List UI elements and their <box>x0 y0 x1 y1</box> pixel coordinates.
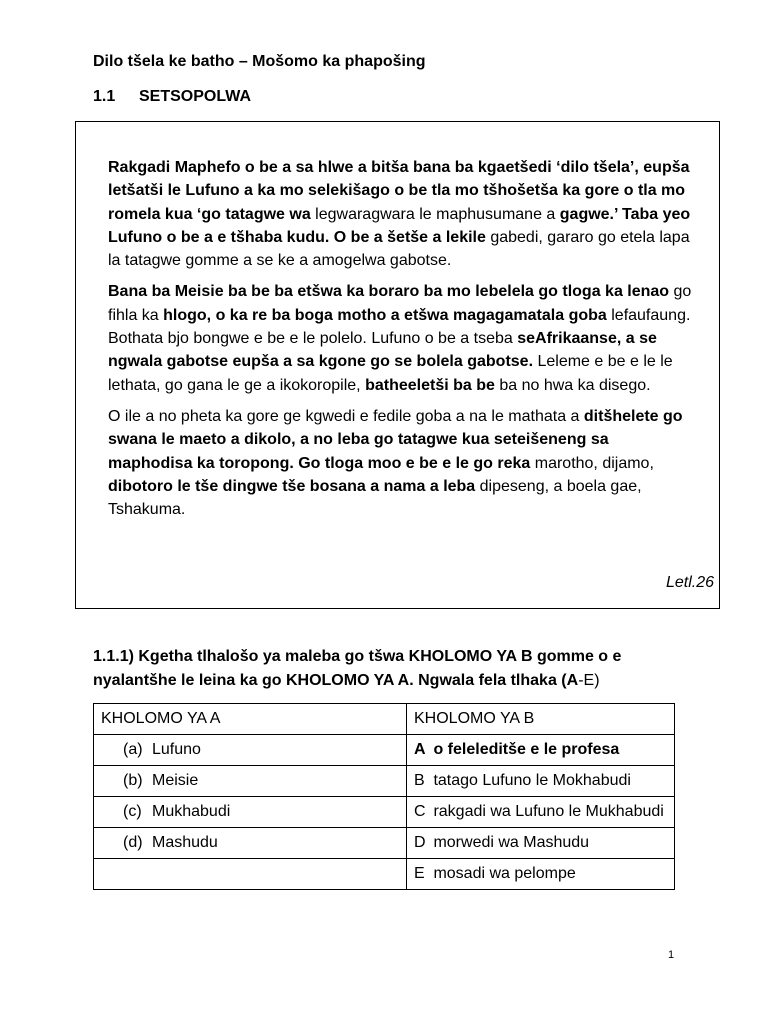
column-a-cell <box>94 735 407 766</box>
table-header-row <box>94 704 675 735</box>
section-number: 1.1 <box>93 88 116 105</box>
passage-run: gabedi, gararo go etela lapa la tatagwe gomme a se ke a amogelwa gabotse. <box>108 228 690 270</box>
passage-run: dipeseng, a boela gae, Tshakuma. <box>108 477 642 519</box>
table-row <box>94 828 675 859</box>
passage-run: go fihla ka <box>108 283 692 324</box>
column-a-cell <box>94 797 407 828</box>
question-range-end: -E) <box>578 672 600 689</box>
question-range-start: A <box>566 672 579 689</box>
column-a-cell <box>94 828 407 859</box>
passage-box <box>75 121 720 609</box>
passage-run: Bana ba Meisie ba be ba etšwa ka boraro ba mo lebelela go tloga ka lenao <box>108 283 674 301</box>
table-row <box>94 859 675 890</box>
column-a-header: KHOLOMO YA A <box>94 704 407 735</box>
question-instruction: 1.1.1) Kgetha tlhalošo ya maleba go tšwa KHOLOMO YA B gomme o e nyalantšhe le leina ka go KHOLOMO YA A. Ngwala fela tlhaka ( <box>93 648 622 689</box>
passage-paragraph-1 <box>108 156 693 272</box>
matching-table <box>93 703 675 890</box>
option-text: mosadi wa pelompe <box>433 865 576 882</box>
passage-run: dibotoro le tše dingwe tše bosana a nama a leba <box>108 477 480 495</box>
passage-run: lefaufaung. Bothata bjo bongwe e be e le polelo. Lufuno o be a tseba <box>108 306 691 348</box>
option-text: morwedi wa Mashudu <box>433 834 590 851</box>
column-b-header: KHOLOMO YA B <box>407 704 675 735</box>
option-letter: B <box>414 772 425 789</box>
option-letter: C <box>414 803 426 820</box>
option-text: o feleleditše e le profesa <box>433 741 620 758</box>
item-number: (d) <box>123 834 143 851</box>
option-letter: D <box>414 834 426 851</box>
passage-run: seAfrikaanse, a se ngwala gabotse eupša a sa kgone go se bolela gabotse. <box>108 330 657 371</box>
passage-run: batheeletši ba be <box>365 376 500 394</box>
passage-run: ditšhelete go swana le maeto a dikolo, a no leba go tatagwe kua seteišeneng sa maphodisa ka toropong. Go tloga moo e be e le go reka <box>108 407 683 472</box>
column-b-cell <box>407 797 675 828</box>
item-name: Mashudu <box>152 834 218 851</box>
passage-run: legwaragwara le maphusumane a <box>315 205 560 223</box>
item-name: Lufuno <box>152 741 201 758</box>
option-text: rakgadi wa Lufuno le Mukhabudi <box>433 803 664 820</box>
section-heading <box>93 88 251 106</box>
option-letter: A <box>414 741 426 758</box>
passage-run: Rakgadi Maphefo o be a sa hlwe a bitša bana ba kgaetšedi ‘dilo tšela’, eupša letšatši le Lufuno a ka mo selekišago o be tla mo tšhošetša ka gore o tla mo romela kua ‘go tatagwe wa <box>108 159 690 223</box>
table-row <box>94 766 675 797</box>
column-a-cell <box>94 766 407 797</box>
column-b-cell <box>407 766 675 797</box>
document-title: Dilo tšela ke batho – Mošomo ka phapošing <box>93 53 426 70</box>
column-b-cell <box>407 859 675 890</box>
section-title: SETSOPOLWA <box>139 88 252 105</box>
passage-run: gagwe.’ Taba yeo Lufuno o be a e tšhaba kudu. O be a šetše a lekile <box>108 205 691 246</box>
item-number: (a) <box>123 741 143 758</box>
item-name: Mukhabudi <box>152 803 231 820</box>
passage-source: Letl.26 <box>665 574 714 591</box>
column-a-cell <box>94 859 407 890</box>
table-row <box>94 797 675 828</box>
option-letter: E <box>414 865 425 882</box>
column-b-cell <box>407 735 675 766</box>
passage-text <box>108 156 693 529</box>
passage-run: O ile a no pheta ka gore ge kgwedi e fedile goba a na le mathata a <box>108 407 584 425</box>
item-number: (c) <box>123 803 142 820</box>
passage-run: hlogo, o ka re ba boga motho a etšwa magagamatala goba <box>163 306 612 324</box>
passage-run: ba no hwa ka disego. <box>499 376 651 394</box>
page-number: 1 <box>668 949 675 961</box>
option-text: tatago Lufuno le Mokhabudi <box>433 772 631 789</box>
question-text <box>93 645 693 693</box>
passage-paragraph-2 <box>108 280 693 396</box>
table-row <box>94 735 675 766</box>
item-name: Meisie <box>152 772 199 789</box>
passage-paragraph-3 <box>108 405 693 521</box>
passage-run: marotho, dijamo, <box>534 454 654 472</box>
column-b-cell <box>407 828 675 859</box>
item-number: (b) <box>123 772 143 789</box>
passage-run: Leleme e be e le le lethata, go gana le ge a ikokoropile, <box>108 353 673 394</box>
